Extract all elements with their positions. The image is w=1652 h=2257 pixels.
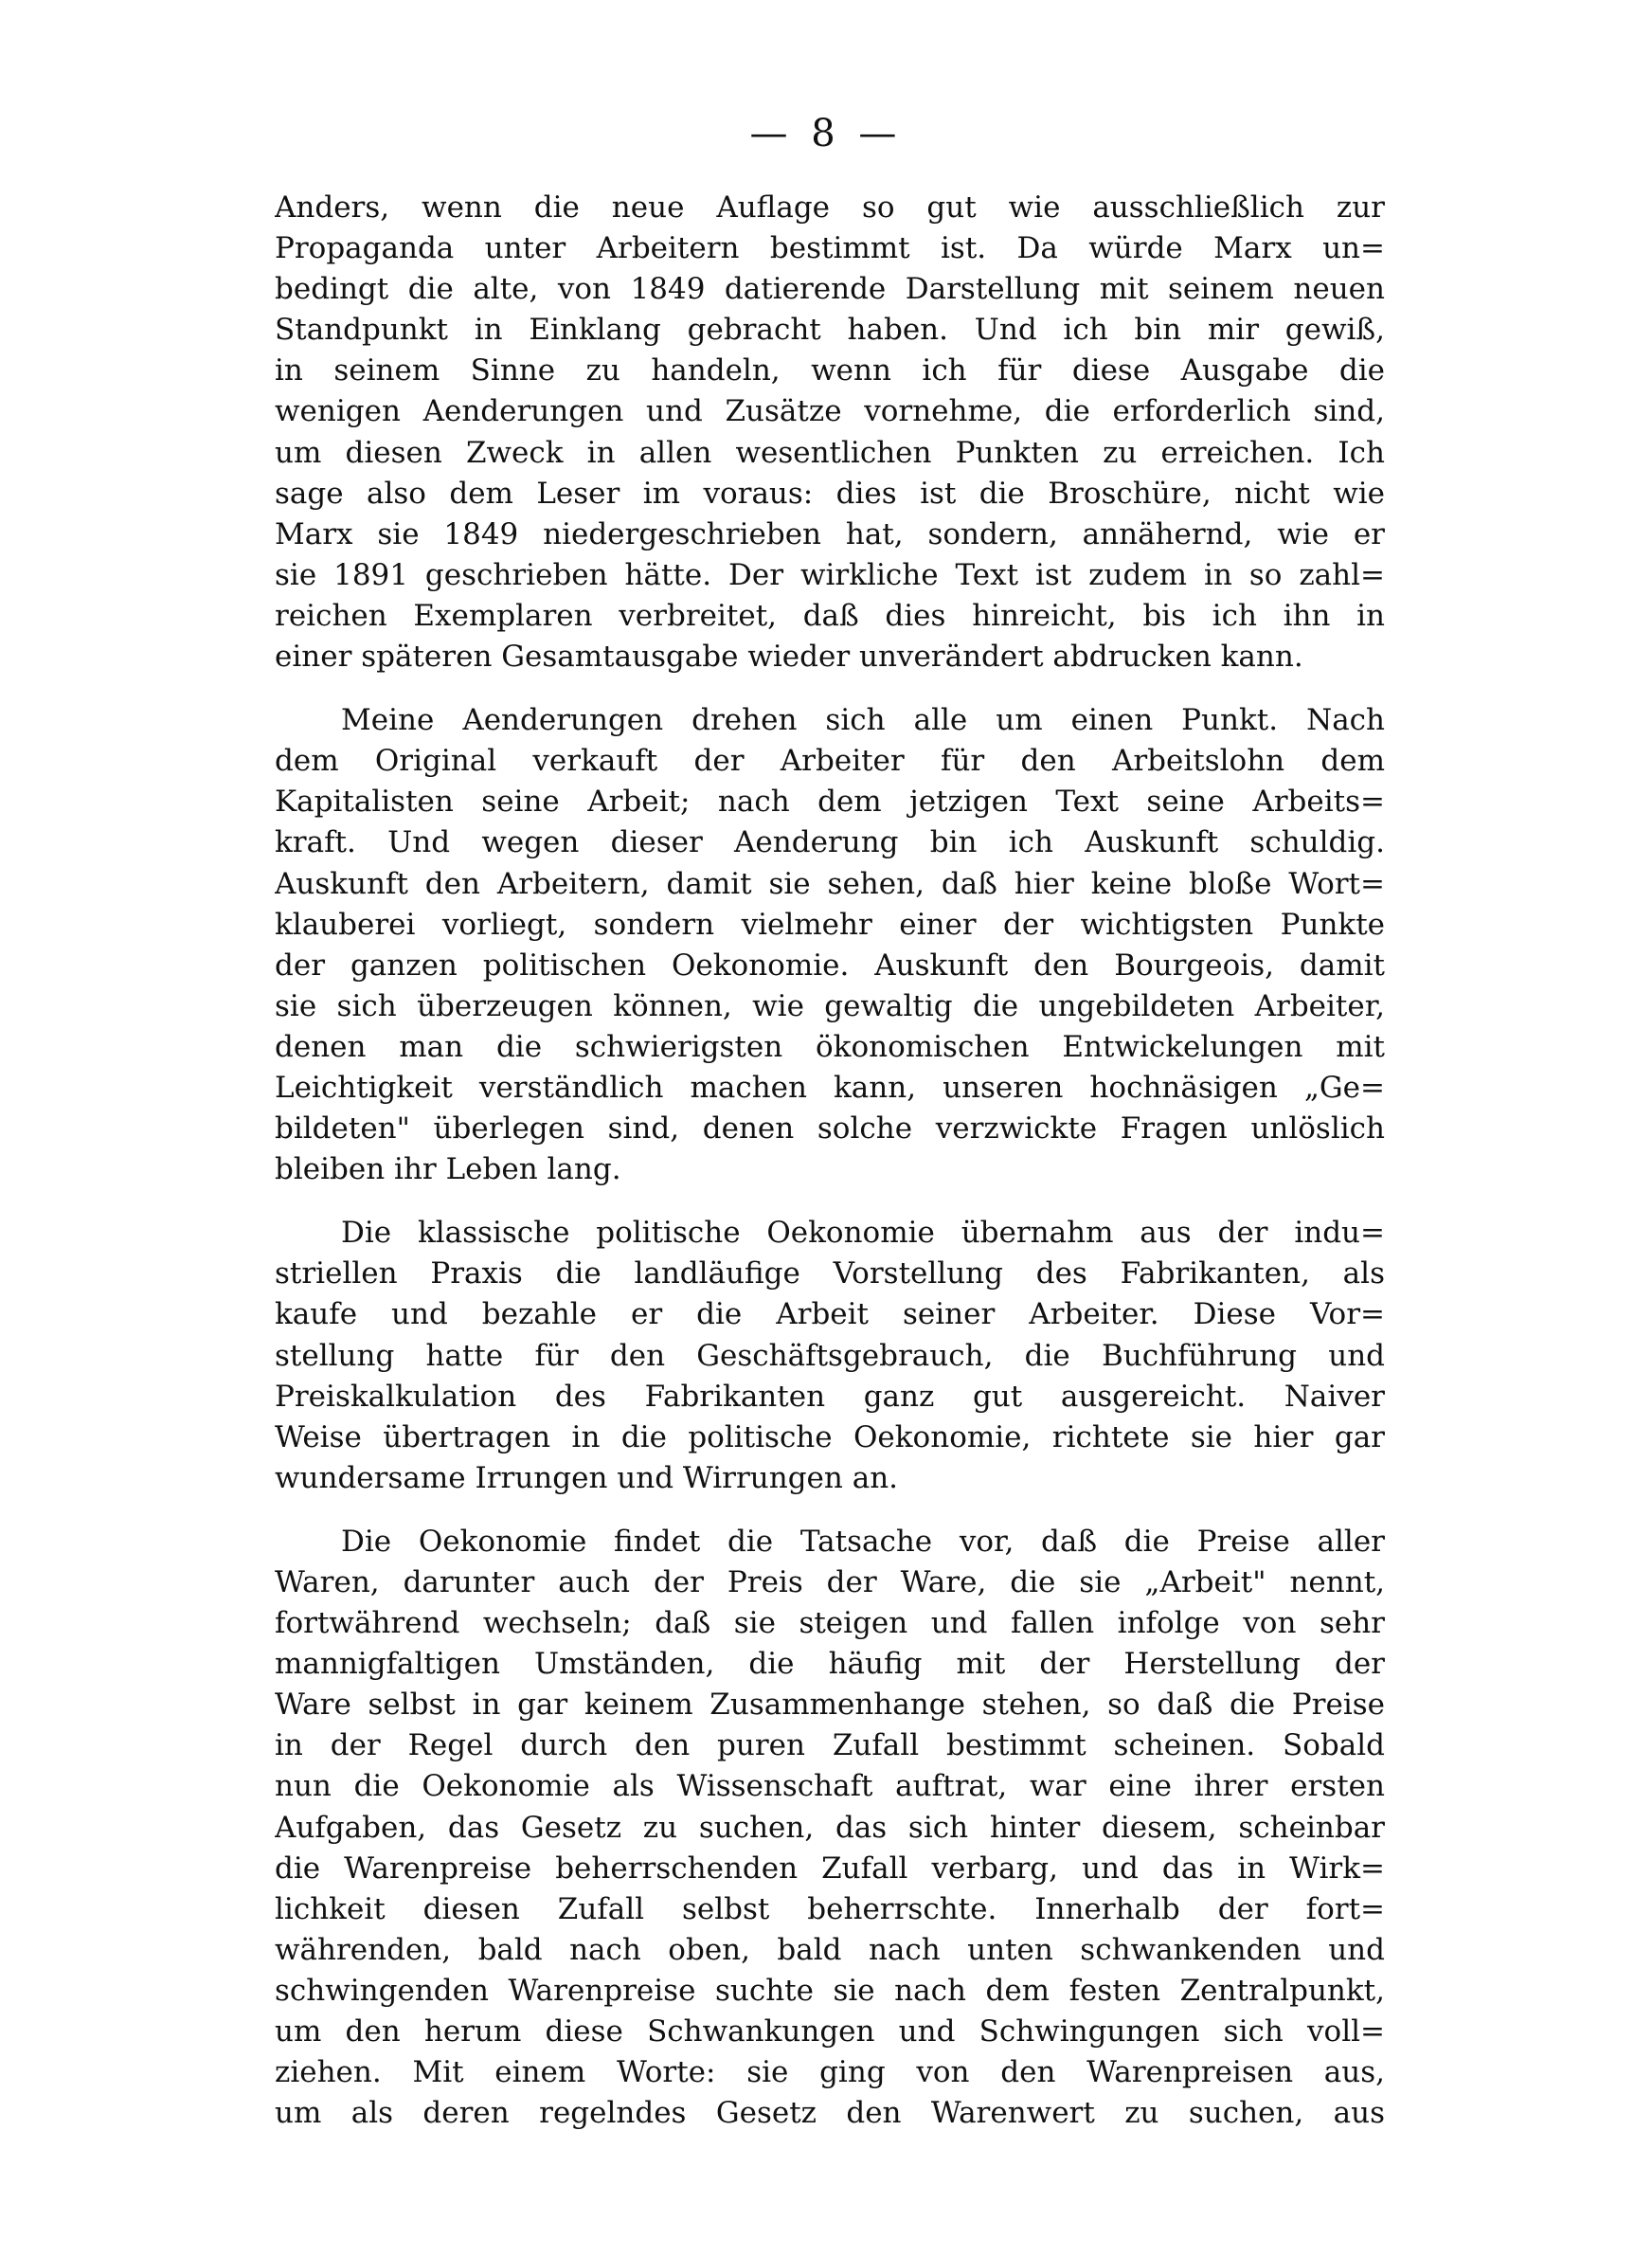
text-line: sage also dem Leser im voraus: dies ist die Broschüre, nicht wie	[275, 476, 1385, 511]
text-line: wundersame Irrungen und Wirrungen an.	[275, 1460, 899, 1495]
text-line: um den herum diese Schwankungen und Schwingungen sich voll=	[275, 2014, 1385, 2049]
text-line: schwingenden Warenpreise suchte sie nach dem festen Zentralpunkt,	[275, 1973, 1385, 2008]
text-line: Ware selbst in gar keinem Zusammenhange stehen, so daß die Preise	[275, 1688, 1385, 1723]
text-line: Weise übertragen in die politische Oekonomie, richtete sie hier gar	[275, 1419, 1385, 1454]
text-line: fortwährend wechseln; daß sie steigen und fallen infolge von sehr	[275, 1606, 1385, 1641]
page-number: — 8 —	[749, 112, 903, 155]
text-line: Marx sie 1849 niedergeschrieben hat, sondern, annähernd, wie er	[275, 516, 1385, 551]
text-line: dem Original verkauft der Arbeiter für den Arbeitslohn dem	[275, 744, 1385, 779]
text-line: sie sich überzeugen können, wie gewaltig die ungebildeten Arbeiter,	[275, 988, 1385, 1023]
text-line: Kapitalisten seine Arbeit; nach dem jetzigen Text seine Arbeits=	[275, 785, 1385, 820]
text-line: Aufgaben, das Gesetz zu suchen, das sich hinter diesem, scheinbar	[275, 1810, 1385, 1845]
paragraph	[275, 700, 1385, 1190]
text-line: Auskunft den Arbeitern, damit sie sehen, daß hier keine bloße Wort=	[275, 866, 1385, 901]
text-line: Propaganda unter Arbeitern bestimmt ist. Da würde Marx un=	[275, 231, 1385, 266]
text-line: in seinem Sinne zu handeln, wenn ich für diese Ausgabe die	[275, 353, 1385, 388]
text-line: wenigen Aenderungen und Zusätze vornehme, die erforderlich sind,	[275, 394, 1385, 429]
text-line: bleiben ihr Leben lang.	[275, 1152, 621, 1187]
paragraph	[275, 188, 1385, 677]
text-line: denen man die schwierigsten ökonomischen Entwickelungen mit	[275, 1029, 1385, 1064]
text-line: Waren, darunter auch der Preis der Ware, die sie „Arbeit" nennt,	[275, 1565, 1385, 1599]
text-line: klauberei vorliegt, sondern vielmehr einer der wichtigsten Punkte	[275, 907, 1385, 942]
text-line: in der Regel durch den puren Zufall bestimmt scheinen. Sobald	[275, 1728, 1385, 1763]
text-line: nun die Oekonomie als Wissenschaft auftrat, war eine ihrer ersten	[275, 1769, 1385, 1804]
text-line: Preiskalkulation des Fabrikanten ganz gut ausgereicht. Naiver	[275, 1379, 1385, 1414]
text-line: Anders, wenn die neue Auflage so gut wie ausschließlich zur	[275, 190, 1385, 225]
text-line: Die klassische politische Oekonomie übernahm aus der indu=	[341, 1216, 1385, 1251]
text-line: um als deren regelndes Gesetz den Warenwert zu suchen, aus	[275, 2096, 1385, 2131]
paragraph	[275, 1522, 1385, 2134]
text-line: der ganzen politischen Oekonomie. Auskunft den Bourgeois, damit	[275, 948, 1385, 983]
text-column	[275, 188, 1385, 2157]
text-line: reichen Exemplaren verbreitet, daß dies hinreicht, bis ich ihn in	[275, 598, 1385, 633]
text-line: einer späteren Gesamtausgabe wieder unverändert abdrucken kann.	[275, 640, 1303, 675]
text-line: Leichtigkeit verständlich machen kann, unseren hochnäsigen „Ge=	[275, 1070, 1385, 1105]
text-line: sie 1891 geschrieben hätte. Der wirkliche Text ist zudem in so zahl=	[275, 557, 1385, 592]
text-line: Meine Aenderungen drehen sich alle um einen Punkt. Nach	[341, 703, 1385, 738]
text-line: kraft. Und wegen dieser Aenderung bin ich Auskunft schuldig.	[275, 825, 1385, 860]
text-line: die Warenpreise beherrschenden Zufall verbarg, und das in Wirk=	[275, 1851, 1385, 1886]
text-line: um diesen Zweck in allen wesentlichen Punkten zu erreichen. Ich	[275, 435, 1385, 470]
text-line: kaufe und bezahle er die Arbeit seiner Arbeiter. Diese Vor=	[275, 1297, 1385, 1332]
text-line: Die Oekonomie findet die Tatsache vor, daß die Preise aller	[341, 1524, 1385, 1559]
text-line: Standpunkt in Einklang gebracht haben. Und ich bin mir gewiß,	[275, 313, 1385, 348]
text-line: ziehen. Mit einem Worte: sie ging von den Warenpreisen aus,	[275, 2055, 1385, 2090]
text-line: mannigfaltigen Umständen, die häufig mit der Herstellung der	[275, 1647, 1385, 1682]
text-line: bildeten" überlegen sind, denen solche verzwickte Fragen unlöslich	[275, 1111, 1385, 1147]
text-line: währenden, bald nach oben, bald nach unten schwankenden und	[275, 1932, 1385, 1967]
text-line: lichkeit diesen Zufall selbst beherrschte. Innerhalb der fort=	[275, 1891, 1385, 1926]
paragraph	[275, 1213, 1385, 1499]
text-line: bedingt die alte, von 1849 datierende Darstellung mit seinem neuen	[275, 272, 1385, 307]
text-line: striellen Praxis die landläufige Vorstellung des Fabrikanten, als	[275, 1256, 1385, 1291]
text-line: stellung hatte für den Geschäftsgebrauch, die Buchführung und	[275, 1338, 1385, 1373]
